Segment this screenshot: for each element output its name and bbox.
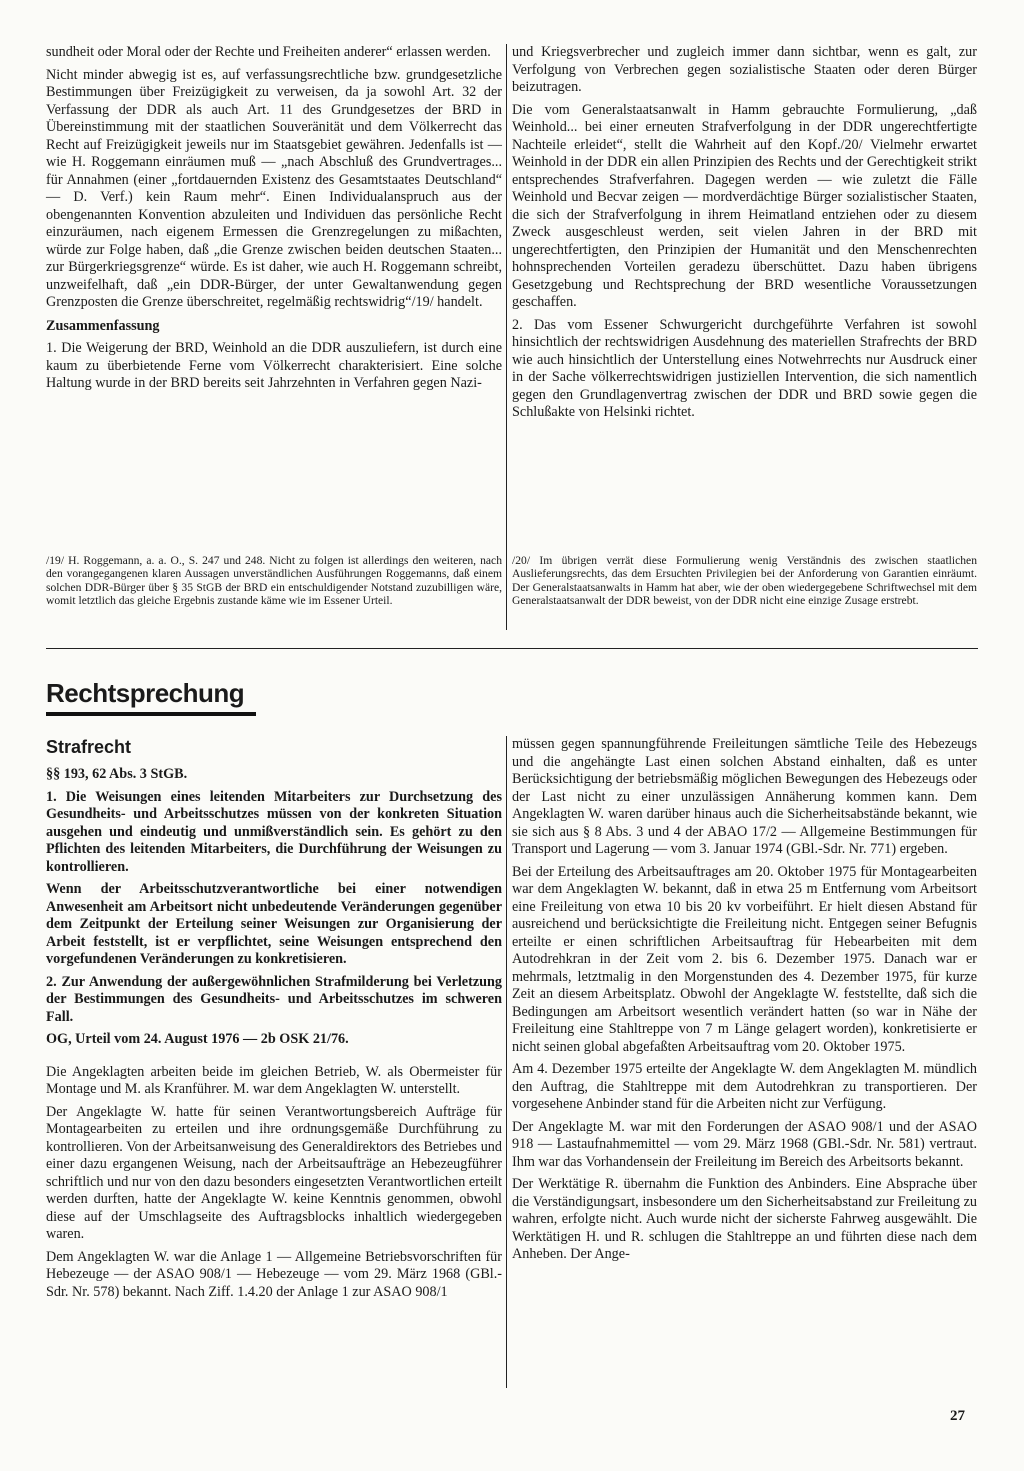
- body-paragraph: Dem Angeklagten W. war die Anlage 1 — Allgemeine Betriebsvorschriften für Hebezeuge — der ASAO 908/1 — Hebezeuge — vom 29. März 1968 (GBl.-Sdr. Nr. 578) bekannt. Nach Ziff. 1.4.20 der Anlage 1 zur ASAO 908/1: [46, 1248, 502, 1300]
- footnote-text: /19/ H. Roggemann, a. a. O., S. 247 und 248. Nicht zu folgen ist allerdings den weiteren, nach den vorangegangenen klaren Aussagen unverständlichen Ausführungen Roggemanns, daß einem solchen DDR-Bürger über § 35 StGB der BRD ein entschuldigender Notstand zuzubilligen wäre, womit letztlich das gleiche Ergebnis zustande käme wie im Essener Urteil.: [46, 554, 502, 608]
- headnote: Wenn der Arbeitsschutzverantwortliche bei einer notwendigen Anwesenheit am Arbeitsort nicht unbedeutende Veränderungen gegenüber dem Zeitpunkt der Erteilung seiner Weisungen zur Organisierung der Arbeit feststellt, ist er verpflichtet, seine Weisungen entsprechend den vorgefundenen Veränderungen zu konkretisieren.: [46, 881, 502, 967]
- page-number: 27: [950, 1408, 965, 1424]
- section-separator: [46, 648, 978, 649]
- footnote-20: [512, 554, 977, 608]
- body-paragraph: sundheit oder Moral oder der Rechte und Freiheiten anderer“ erlassen werden.: [46, 44, 491, 60]
- footnote-19: [46, 554, 502, 608]
- body-paragraph: müssen gegen spannungführende Freileitungen sämtliche Teile des Hebezeugs und die angehängte Last einen solchen Abstand einhalten, daß es unter Berücksichtigung der betriebsmäßig möglichen Bewegungen des Hebezeugs oder der Last nicht zu einer unzulässigen Annäherung kommen kann. Dem Angeklagten W. waren darüber hinaus auch die Sicherheitsabstände bekannt, wie sie sich aus § 8 Abs. 3 und 4 der ABAO 17/2 — Allgemeine Bestimmungen für Transport und Lagerung — vom 3. Januar 1974 (GBl.-Sdr. Nr. 771) ergeben.: [512, 736, 977, 857]
- top-right-column: [512, 44, 977, 427]
- headnotes: [46, 789, 502, 1049]
- court-citation: OG, Urteil vom 24. August 1976 — 2b OSK 21/76.: [46, 1031, 349, 1047]
- body-paragraph: Der Angeklagte W. hatte für seinen Verantwortungsbereich Aufträge für Montagearbeiten zu erteilen und ihre ordnungsgemäße Durchführung zu kontrollieren. Von der Arbeitsanweisung des Generaldirektors des Betriebes und einer dazu ergangenen Weisung, nach der Arbeitsaufträge an Hebezeugführer schriftlich und nur von den dazu besonders eingesetzten Verantwortlichen erteilt werden durften, hatte der Angeklagte W. keine Kenntnis genommen, obwohl diese auf der Umschlagseite des Auftragsblocks inhaltlich wiedergegeben waren.: [46, 1103, 502, 1242]
- headnote: 2. Zur Anwendung der außergewöhnlichen Strafmilderung bei Verletzung der Bestimmungen des Gesundheits- und Arbeitsschutzes im schweren Fall.: [46, 973, 502, 1025]
- top-left-column: [46, 44, 502, 398]
- body-paragraph: Nicht minder abwegig ist es, auf verfassungsrechtliche bzw. grundgesetzliche Bestimmungen über Freizügigkeit zu verweisen, da ja sowohl Art. 32 der Verfassung der DDR als auch Art. 11 des Grundgesetzes der BRD in Übereinstimmung mit der staatlichen Souveränität und dem Völkerrecht das Recht auf Freizügigkeit jeweils nur im Staatsgebiet gewähren. Jedenfalls ist — wie H. Roggemann einräumen muß — „nach Abschluß des Grundvertrages... für Annahmen (einer „fortdauernden Existenz des Gesamtstaates Deutschland“ — D. Verf.) kein Raum mehr“. Einen Individualanspruch aus der obengenannten Konvention abzuleiten und Individuen das persönliche Recht einzuräumen, nach eigenem Ermessen die Grenzregelungen zu mißachten, würde zur Folge haben, daß „die Grenze zwischen beiden deutschen Staaten... zur Bürgerkriegsgrenze“ würde. Es ist daher, wie auch H. Roggemann schreibt, unzweifelhaft, daß „ein DDR-Bürger, der unter Gewaltanwendung gegen Grenzposten die Grenze überschreitet, regelmäßig rechtswidrig“/19/ handelt.: [46, 66, 502, 310]
- column-divider-bottom: [506, 736, 507, 1388]
- summary-heading: Zusammenfassung: [46, 317, 160, 334]
- body-paragraph: Der Angeklagte M. war mit den Forderungen der ASAO 908/1 und der ASAO 918 — Lastaufnahmemittel — vom 29. März 1968 (GBl.-Sdr. Nr. 581) vertraut. Ihm war das Vorhandensein der Freileitung im Bereich des Arbeitsorts bekannt.: [512, 1118, 977, 1170]
- topic-heading: Strafrecht: [46, 737, 132, 757]
- headnote: 1. Die Weisungen eines leitenden Mitarbeiters zur Durchsetzung des Gesundheits- und Arbeitsschutzes müssen von der konkreten Situation ausgehen und eindeutig und unmißverständlich sein. Es gehört zu den Pflichten des leitenden Mitarbeiters, die Durchführung der Weisungen zu kontrollieren.: [46, 788, 502, 875]
- body-paragraph: Der Werktätige R. übernahm die Funktion des Anbinders. Eine Absprache über die Verständigungsart, insbesondere um den Sicherheitsabstand zur Freileitung zu wahren, erfolgte nicht. Auch wurde nicht der sicherste Fahrweg ausgewählt. Die Werktätigen H. und R. schlugen die Stahltreppe an und führten diese nach dem Anheben. Der Ange-: [512, 1176, 977, 1262]
- summary-paragraph: 1. Die Weigerung der BRD, Weinhold an die DDR auszuliefern, ist durch eine kaum zu überbietende Ferne vom Völkerrecht charakterisiert. Eine solche Haltung wurde in der BRD bereits seit Jahrzehnten in Verfahren gegen Nazi-: [46, 340, 502, 391]
- body-paragraph: Die vom Generalstaatsanwalt in Hamm gebrauchte Formulierung, „daß Weinhold... bei einer erneuten Strafverfolgung in der DDR ungerechtfertigte Nachteile erleidet“, stellt die Wahrheit auf den Kopf./20/ Vielmehr erwartet Weinhold in der DDR ein allen Prinzipien des Rechts und der Gerechtigkeit strikt entsprechendes Strafverfahren. Dagegen werden — wie zuletzt die Fälle Weinhold und Becvar zeigen — mordverdächtige Bürger sozialistischer Staaten, die sich der Strafverfolgung in ihrem Heimatland entziehen oder zu diesem Zweck ausgeschleust werden, seit vielen Jahren in der BRD mit ungerechtfertigten, den Prinzipien der Humanität und den Menschenrechten hohnsprechenden Vorteilen geradezu überschüttet. Dazu haben übrigens Gesetzgebung und Rechtsprechung der BRD wesentliche Voraussetzungen geschaffen.: [512, 101, 977, 310]
- body-paragraph: 2. Das vom Essener Schwurgericht durchgeführte Verfahren ist sowohl hinsichtlich der rechtswidrigen Ausdehnung des materiellen Strafrechts der BRD wie auch hinsichtlich der Unterstellung eines Notwehrrechts nur Ausdruck einer in der Sache völkerrechtswidrigen justiziellen Intervention, die sich namentlich gegen den Grundlagenvertrag zwischen der DDR und BRD sowie gegen die Schlußakte von Helsinki richtet.: [512, 316, 977, 420]
- section-heading: Rechtsprechung: [46, 676, 256, 716]
- body-paragraph: Die Angeklagten arbeiten beide im gleichen Betrieb, W. als Obermeister für Montage und M. als Kranführer. M. war dem Angeklagten W. unterstellt.: [46, 1063, 502, 1097]
- body-paragraph: und Kriegsverbrecher und zugleich immer dann sichtbar, wenn es galt, zur Verfolgung von Verbrechen gegen sozialistische Staaten oder deren Bürger beizutragen.: [512, 44, 977, 95]
- bottom-left-column: [46, 736, 502, 1306]
- footnote-text: /20/ Im übrigen verrät diese Formulierung wenig Verständnis des zwischen staatlichen Auslieferungsrechts, das dem Ersuchten Privilegien bei der Anforderung von Garantien einräumt. Der Generalstaatsanwalts in Hamm hat aber, wie der oben wiedergegebene Schriftwechsel mit dem Generalstaatsanwalt der DDR beweist, von der DDR nicht eine einzige Zusage erstrebt.: [512, 554, 977, 608]
- body-paragraph: Am 4. Dezember 1975 erteilte der Angeklagte W. dem Angeklagten M. mündlich den Auftrag, die Stahltreppe mit dem Autodrehkran zu transportieren. Der vorgesehene Anbinder stand für die Arbeiten nicht zur Verfügung.: [512, 1061, 977, 1112]
- statute-reference: §§ 193, 62 Abs. 3 StGB.: [46, 766, 188, 782]
- bottom-right-column: [512, 736, 977, 1269]
- column-divider-top: [506, 44, 507, 630]
- body-paragraph: Bei der Erteilung des Arbeitsauftrages am 20. Oktober 1975 für Montagearbeiten war dem Angeklagten W. bekannt, daß in etwa 25 m Entfernung vom Arbeitsort eine Freileitung von etwa 10 bis 20 kv vorbeiführt. Er hielt diesen Abstand für ausreichend und berücksichtigte die Freileitung nicht. Entgegen seiner Befugnis erteilte er einen schriftlichen Arbeitsauftrag für Hebearbeiten mit dem Autodrehkran in der Zeit vom 2. bis 6. Dezember 1975. Danach war er mehrmals, letztmalig in den Morgenstunden des 4. Dezember 1975, für kurze Zeit an diesem Arbeitsplatz. Obwohl der Angeklagte W. feststellte, daß sich die Bedingungen am Arbeitsort wesentlich verändert hatten (so war in Nähe der Freileitung eine Stahltreppe von 7 m Länge gelagert worden), konkretisierte er nicht seinen global abgefaßten Arbeitsauftrag vom 20. Oktober 1975.: [512, 863, 977, 1055]
